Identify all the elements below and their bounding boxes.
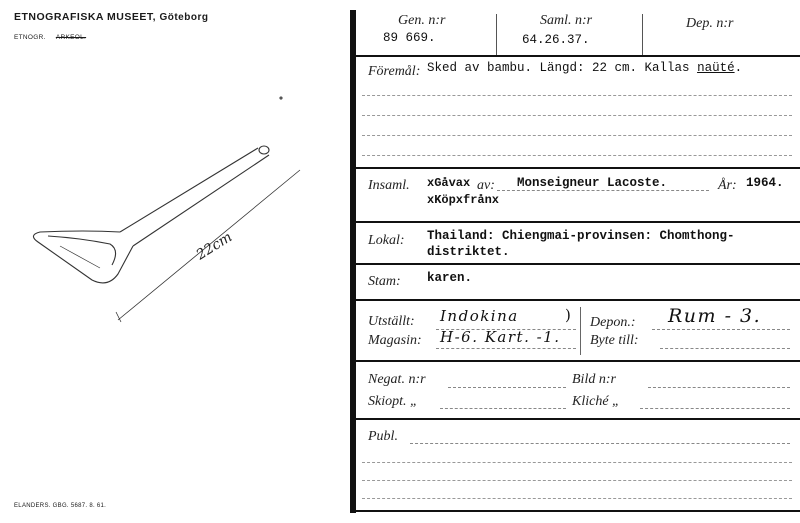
ar-value: 1964.	[746, 176, 784, 190]
rule-5	[356, 299, 800, 301]
publ-line-1	[410, 443, 790, 444]
publ-line-3	[362, 480, 792, 481]
header-rule	[356, 55, 800, 57]
negat-line	[448, 387, 566, 388]
rule-2	[356, 167, 800, 169]
measure-tick	[116, 312, 121, 322]
dot-mark	[280, 97, 282, 99]
utstallt-sep	[580, 307, 581, 355]
lokal-line-2: distriktet.	[427, 245, 510, 259]
negat-label: Negat. n:r	[368, 372, 426, 387]
museum-name: ETNOGRAFISKA MUSEET, Göteborg	[14, 11, 209, 23]
kliche-line	[640, 408, 790, 409]
saml-value: 64.26.37.	[522, 33, 590, 47]
magasin-line	[436, 348, 576, 349]
rule-6	[356, 360, 800, 362]
byte-line	[660, 348, 790, 349]
card-divider	[350, 10, 356, 513]
gen-value: 89 669.	[383, 31, 436, 45]
bild-line	[648, 387, 790, 388]
skiopt-label: Skiopt. „	[368, 394, 418, 409]
museum-city: Göteborg	[159, 12, 209, 23]
spoon-handle-bottom	[133, 155, 269, 246]
foremal-label: Föremål:	[368, 64, 421, 79]
foremal-line-3	[362, 135, 792, 136]
insaml-label: Insaml.	[368, 178, 410, 193]
kliche-label: Kliché „	[572, 394, 620, 409]
gen-label: Gen. n:r	[398, 13, 446, 28]
rule-7	[356, 418, 800, 420]
publ-line-2	[362, 462, 792, 463]
saml-label: Saml. n:r	[540, 13, 593, 28]
spoon-handle-top	[120, 148, 258, 232]
rule-4	[356, 263, 800, 265]
skiopt-line	[440, 408, 566, 409]
header-sep-2	[642, 14, 643, 56]
header-sep-1	[496, 14, 497, 56]
publ-line-4	[362, 498, 792, 499]
insaml-struck-kop: xKöpxfrånx	[427, 193, 500, 207]
stam-label: Stam:	[368, 274, 401, 289]
depon-label: Depon.:	[590, 315, 636, 330]
insaml-struck-gava: xGåvax	[427, 176, 471, 190]
utstallt-label: Utställt:	[368, 314, 415, 329]
insaml-av: av:	[477, 178, 495, 193]
utstallt-value: Indokina	[440, 307, 519, 325]
rule-3	[356, 221, 800, 223]
card-bottom-rule	[356, 510, 800, 512]
ar-label: År:	[718, 178, 737, 193]
lokal-label: Lokal:	[368, 233, 405, 248]
magasin-value: H-6. Kart. -1.	[440, 328, 561, 346]
length-annotation: 22cm	[193, 229, 236, 264]
byte-label: Byte till:	[590, 333, 639, 348]
stam-value: karen.	[427, 271, 473, 285]
bowl-shade	[60, 246, 100, 268]
printer-mark: ELANDERS. GBG. 5687. 8. 61.	[14, 503, 107, 509]
utstallt-bracket: )	[565, 306, 571, 324]
magasin-label: Magasin:	[368, 333, 422, 348]
foremal-line-1	[362, 95, 792, 96]
insaml-line	[497, 190, 709, 191]
spoon-drawing	[0, 60, 350, 340]
bild-label: Bild n:r	[572, 372, 616, 387]
handle-end	[259, 146, 269, 154]
department-line	[14, 34, 86, 41]
depon-line	[652, 329, 790, 330]
foremal-line-4	[362, 155, 792, 156]
dep-label: Dep. n:r	[686, 16, 734, 31]
foremal-text: Sked av bambu. Längd: 22 cm. Kallas naüté.	[427, 61, 743, 75]
spoon-bowl	[33, 231, 133, 283]
lokal-line-1: Thailand: Chiengmai-provinsen: Chomthong-	[427, 229, 735, 243]
foremal-line-2	[362, 115, 792, 116]
foremal-word: naüté	[697, 61, 735, 75]
spoon-bowl-inner	[48, 236, 116, 265]
publ-label: Publ.	[368, 429, 398, 444]
insaml-value: Monseigneur Lacoste.	[517, 176, 668, 190]
dept-arkeol: ARKEOL.	[55, 34, 87, 41]
depon-value: Rum - 3.	[668, 305, 762, 327]
dept-etnogr: ETNOGR.	[14, 34, 46, 41]
